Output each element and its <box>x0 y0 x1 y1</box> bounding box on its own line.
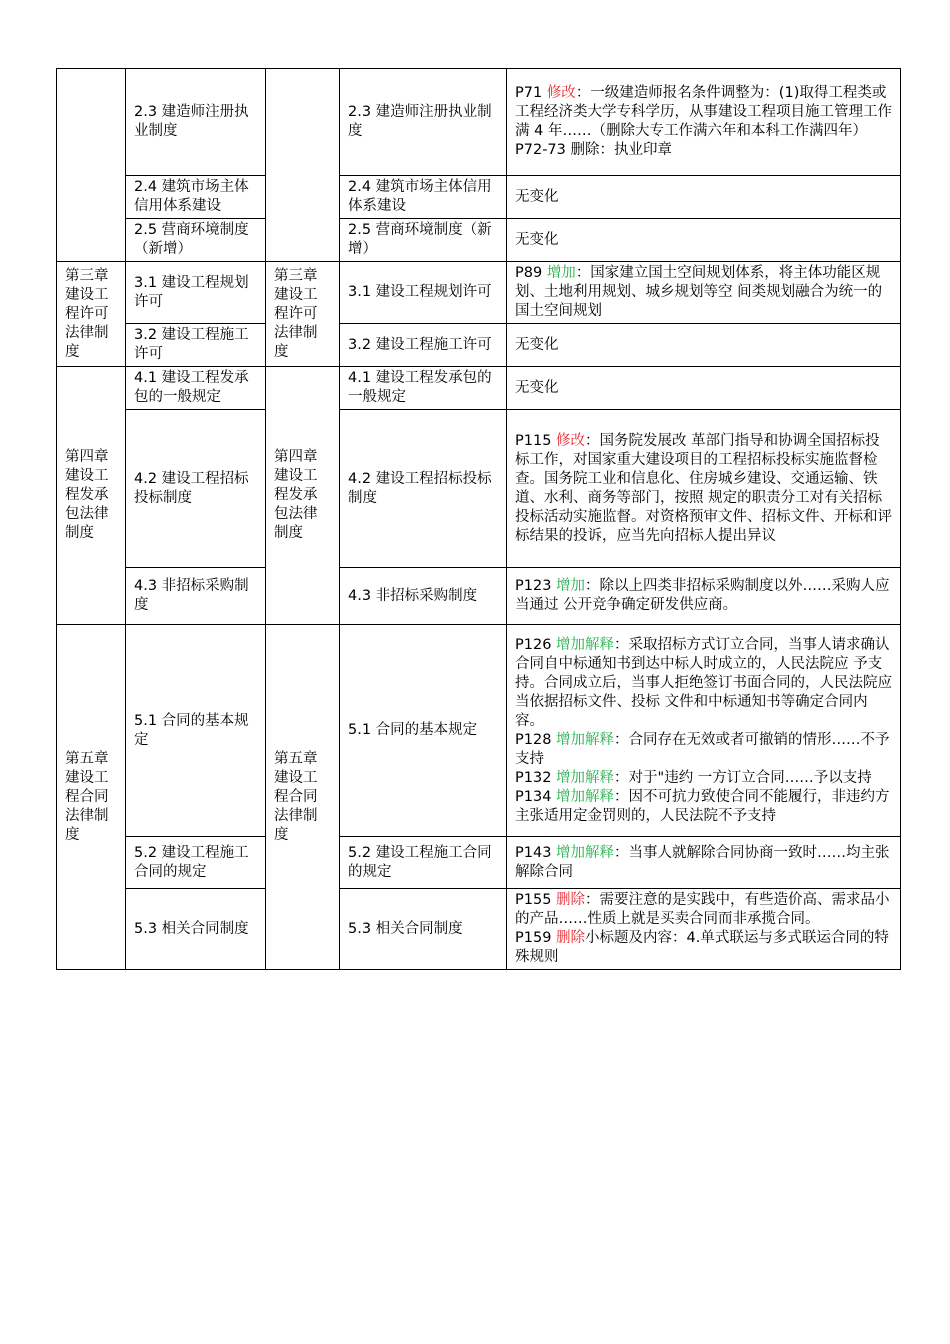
section-new-cell: 3.2 建设工程施工许可 <box>340 324 507 367</box>
section-new-cell: 2.4 建筑市场主体信用体系建设 <box>340 176 507 219</box>
section-old-cell: 4.2 建设工程招标投标制度 <box>126 410 266 568</box>
page-ref: P155 <box>515 892 557 908</box>
change-tag: 增加解释 <box>556 769 615 786</box>
section-new-cell: 5.2 建设工程施工合同的规定 <box>340 837 507 889</box>
change-cell: 无变化 <box>507 324 901 367</box>
chapter-old-cell: 第五章建设工程合同法律制度 <box>57 625 126 970</box>
change-tag: 增加 <box>546 265 576 281</box>
chapter-old-cell: 第三章建设工程许可法律制度 <box>57 262 126 367</box>
change-text: ：因不可抗力致使合同不能履行，非违约方主张适用定金罚则的，人民法院不予支持 <box>515 788 890 824</box>
change-entry <box>515 731 892 769</box>
section-old-cell: 5.2 建设工程施工合同的规定 <box>126 837 266 889</box>
change-cell: 无变化 <box>507 367 901 410</box>
section-old-cell: 3.2 建设工程施工许可 <box>126 324 266 367</box>
change-text: ：一级建造师报名条件调整为：(1)取得工程类或工程经济类大学专科学历，从事建设工程项目施工管理工作满 4 年……（删除大专工作满六年和本科工作满四年） <box>515 85 892 139</box>
change-entry: P72-73 删除：执业印章 <box>515 142 672 158</box>
change-tag: 增加解释 <box>556 731 615 748</box>
chapter-new-cell: 第三章建设工程许可法律制度 <box>266 262 340 367</box>
section-old-cell: 2.5 营商环境制度（新增） <box>126 219 266 262</box>
section-old-cell: 3.1 建设工程规划许可 <box>126 262 266 324</box>
section-new-cell: 3.1 建设工程规划许可 <box>340 262 507 324</box>
change-tag: 增加解释 <box>556 844 615 861</box>
change-text: ：对于"违约 一方订立合同……予以支持 <box>614 769 872 786</box>
table-row <box>57 219 901 262</box>
section-old-cell: 4.3 非招标采购制度 <box>126 568 266 625</box>
change-text: ：除以上四类非招标采购制度以外……采购人应当通过 公开竞争确定研发供应商。 <box>515 578 890 613</box>
change-text: ：需要注意的是实践中，有些造价高、需求品小的产品……性质上就是买卖合同而非承揽合同。 <box>515 892 890 927</box>
table-row <box>57 625 901 837</box>
table-row <box>57 889 901 970</box>
change-cell <box>507 262 901 324</box>
section-new-cell: 5.3 相关合同制度 <box>340 889 507 970</box>
section-new-cell: 4.1 建设工程发承包的一般规定 <box>340 367 507 410</box>
change-text: ：国务院发展改 革部门指导和协调全国招标投标工作，对国家重大建设项目的工程招标投标实施监督检查。国务院工业和信息化、住房城乡建设、交通运输、铁道、水利、商务等部门，按照 规定的职责分工对有关招标投标活动实施监督。对资格预审文件、招标文件、开标和评 标结果的投诉，应当先向招标人提出异议 <box>515 432 892 544</box>
change-tag: 删除 <box>556 930 586 946</box>
chapter-new-cell: 第五章建设工程合同法律制度 <box>266 625 340 970</box>
change-entry <box>515 929 892 967</box>
section-new-cell: 4.2 建设工程招标投标制度 <box>340 410 507 568</box>
change-cell: 无变化 <box>507 176 901 219</box>
chapter-new-cell-ch2 <box>266 69 340 262</box>
table-row <box>57 410 901 568</box>
table-row <box>57 176 901 219</box>
section-old-cell: 5.1 合同的基本规定 <box>126 625 266 837</box>
change-entry <box>515 788 892 826</box>
change-entry <box>515 891 892 929</box>
change-text: ：采取招标方式订立合同，当事人请求确认合同自中标通知书到达中标人时成立的，人民法院应 予支持。合同成立后，当事人拒绝签订书面合同的，人民法院应当依据招标文件、投标 文件和中标通知书等确定合同内容。 <box>515 636 892 729</box>
section-old-cell: 2.3 建造师注册执业制度 <box>126 69 266 176</box>
section-new-cell: 2.5 营商环境制度（新增） <box>340 219 507 262</box>
change-tag: 增加 <box>556 578 586 594</box>
section-old-cell: 2.4 建筑市场主体信用体系建设 <box>126 176 266 219</box>
change-cell <box>507 69 901 176</box>
change-text: ：国家建立国土空间规划体系，将主体功能区规划、土地利用规划、城乡规划等空 间类规划融合为统一的国土空间规划 <box>515 265 883 319</box>
change-tag: 修改 <box>546 85 576 101</box>
page-ref: P143 <box>515 844 557 861</box>
page-ref: P126 <box>515 636 557 653</box>
section-new-cell: 2.3 建造师注册执业制度 <box>340 69 507 176</box>
section-old-cell: 5.3 相关合同制度 <box>126 889 266 970</box>
table-row <box>57 367 901 410</box>
page-ref: P128 <box>515 731 557 748</box>
change-cell <box>507 889 901 970</box>
table-row <box>57 324 901 367</box>
change-tag: 增加解释 <box>556 788 615 805</box>
page-ref: P115 <box>515 432 557 449</box>
table-row <box>57 262 901 324</box>
page-ref: P159 <box>515 930 557 946</box>
table-row <box>57 69 901 176</box>
table-row <box>57 568 901 625</box>
change-cell: 无变化 <box>507 219 901 262</box>
change-cell <box>507 625 901 837</box>
chapter-old-cell-ch2 <box>57 69 126 262</box>
change-text: ：合同存在无效或者可撤销的情形……不予支持 <box>515 731 890 767</box>
change-entry <box>515 769 892 788</box>
page-ref: P71 <box>515 85 547 101</box>
change-cell <box>507 568 901 625</box>
page-ref: P132 <box>515 769 557 786</box>
page-ref: P123 <box>515 578 557 594</box>
change-text: 小标题及内容：4.单式联运与多式联运合同的特殊规则 <box>515 930 889 965</box>
change-tag: 增加解释 <box>556 636 615 653</box>
section-old-cell: 4.1 建设工程发承包的一般规定 <box>126 367 266 410</box>
change-text: ：当事人就解除合同协商一致时……均主张解除合同 <box>515 844 890 880</box>
page-ref: P134 <box>515 788 557 805</box>
chapter-new-cell: 第四章建设工程发承包法律制度 <box>266 367 340 625</box>
section-new-cell: 5.1 合同的基本规定 <box>340 625 507 837</box>
change-tag: 删除 <box>556 892 586 908</box>
change-cell <box>507 410 901 568</box>
change-tag: 修改 <box>556 432 586 449</box>
comparison-table <box>56 68 901 970</box>
change-cell <box>507 837 901 889</box>
page-ref: P89 <box>515 265 547 281</box>
section-new-cell: 4.3 非招标采购制度 <box>340 568 507 625</box>
table-row <box>57 837 901 889</box>
chapter-old-cell: 第四章建设工程发承包法律制度 <box>57 367 126 625</box>
change-entry <box>515 84 892 141</box>
change-entry <box>515 636 892 731</box>
